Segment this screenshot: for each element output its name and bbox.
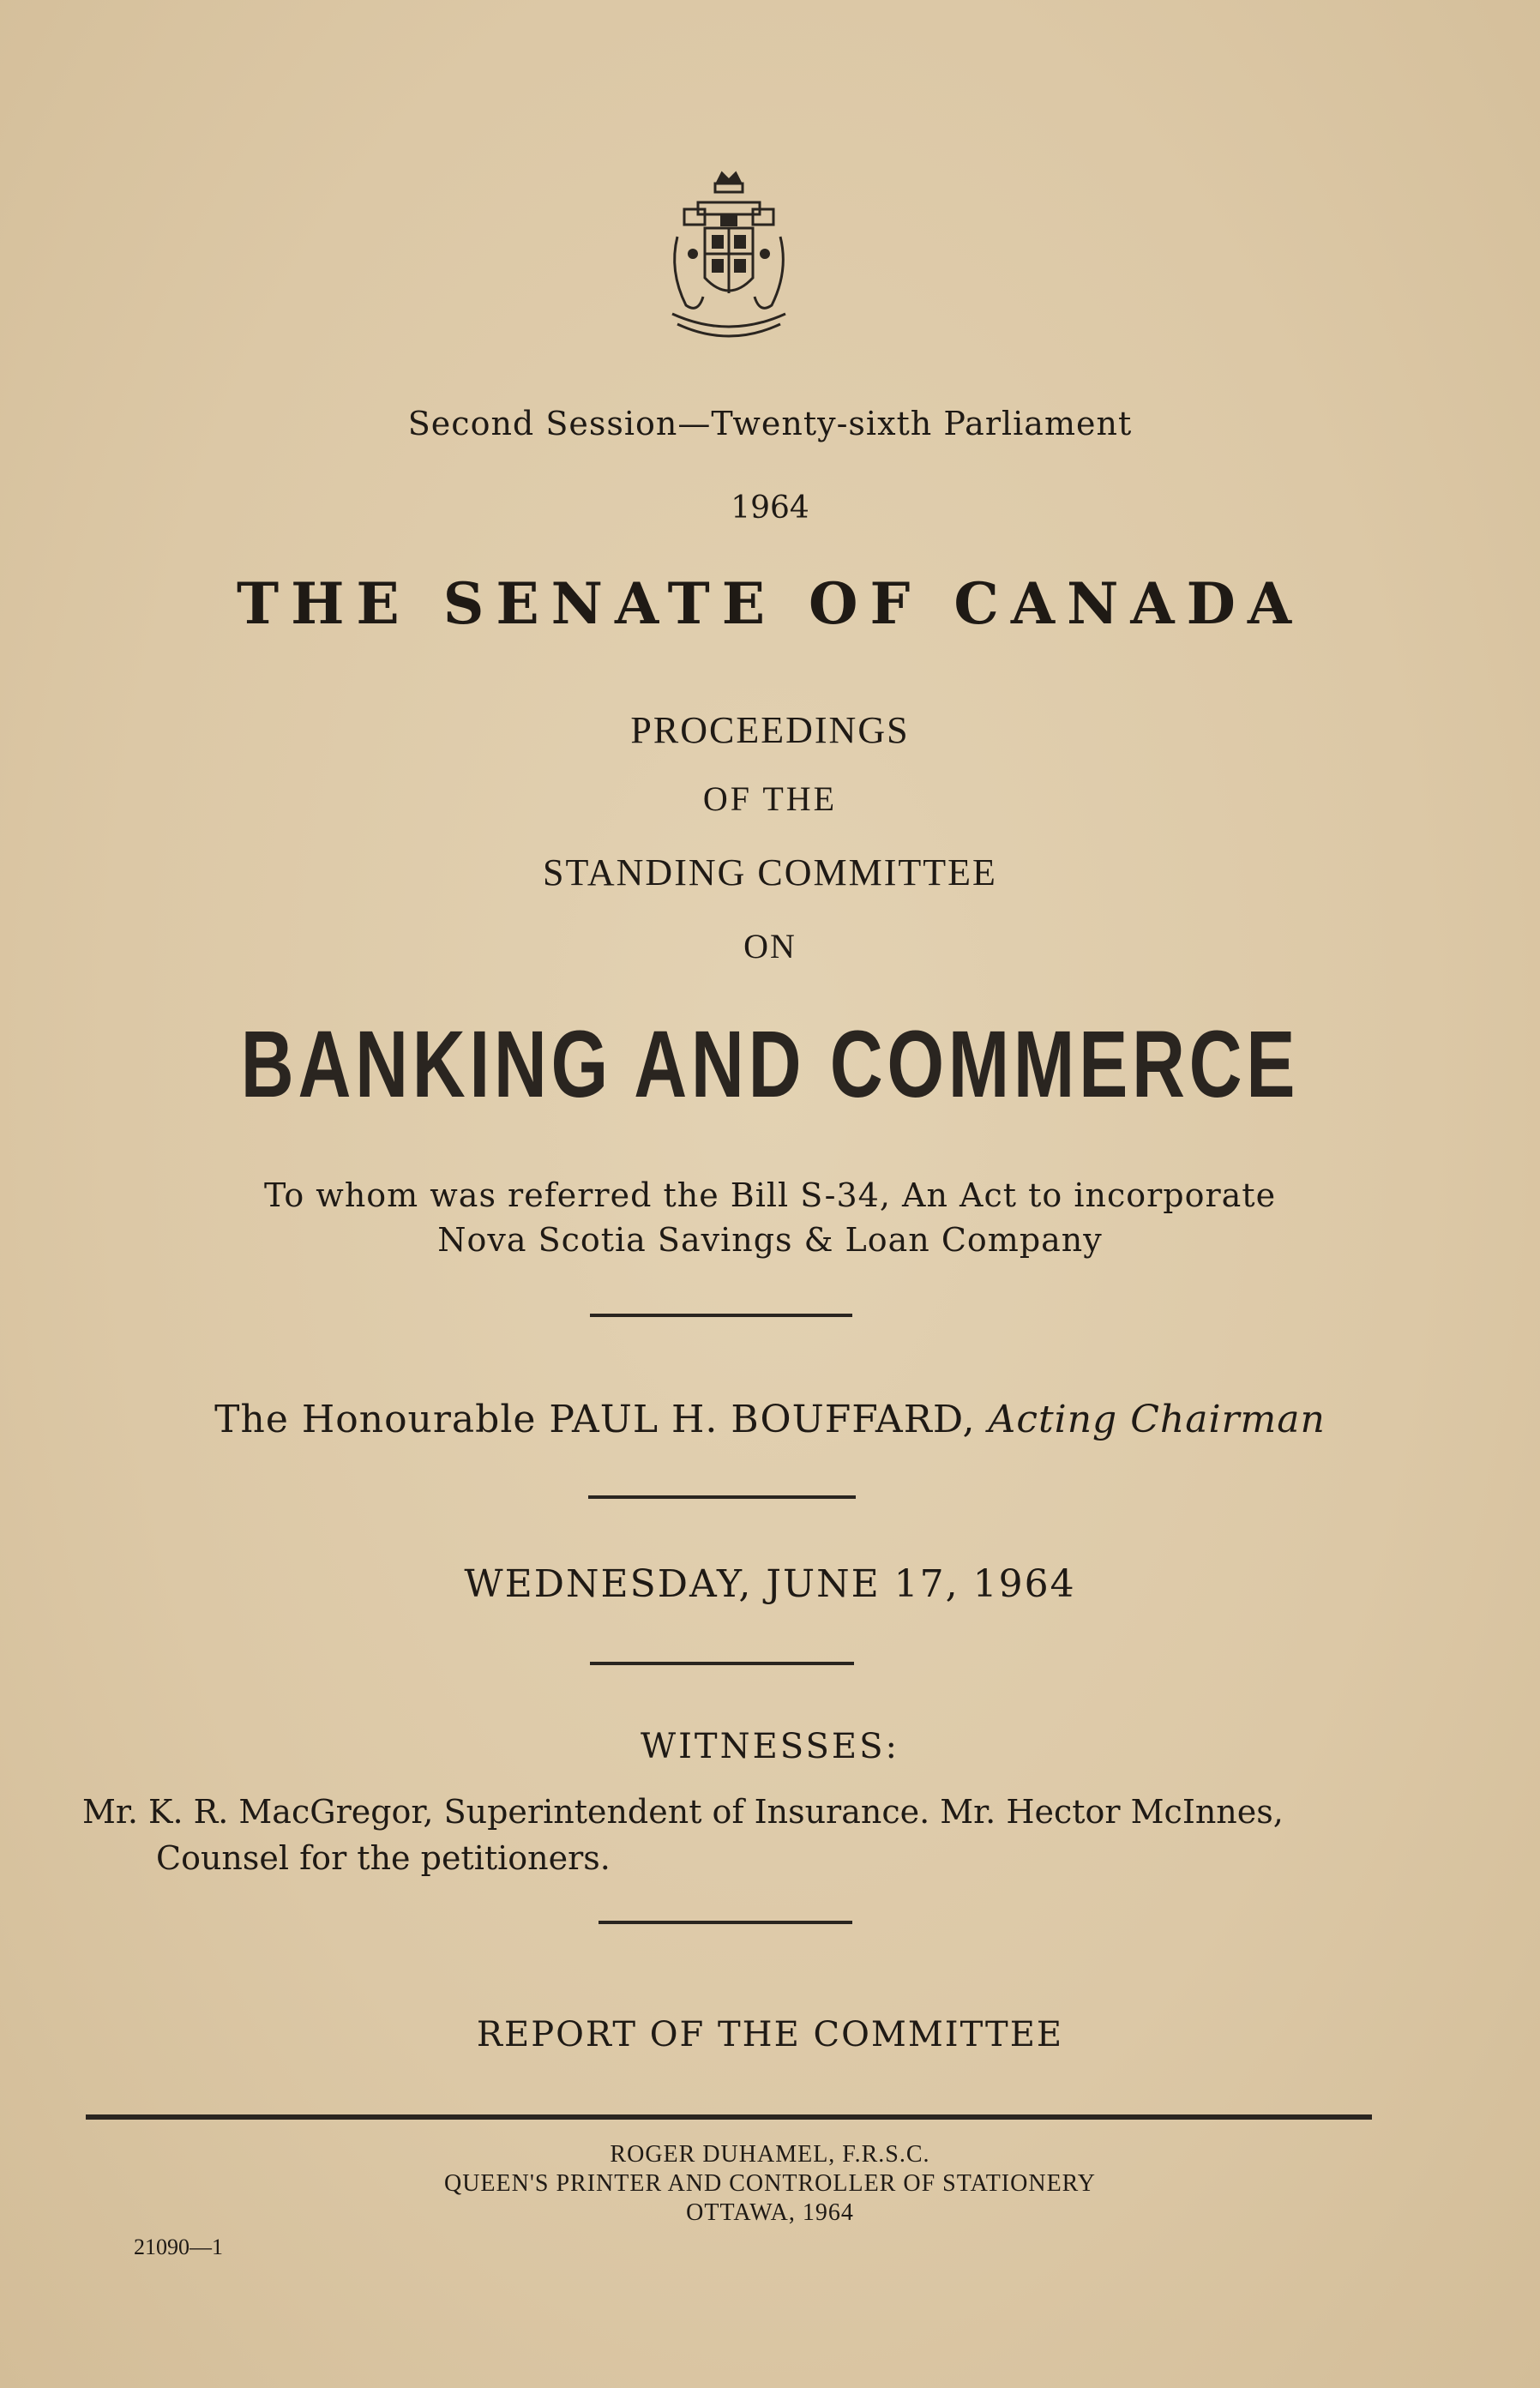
witnesses-list <box>82 1789 1386 1881</box>
standing-committee-heading: STANDING COMMITTEE <box>543 851 997 893</box>
institution-title: THE SENATE OF CANADA <box>236 570 1304 637</box>
of-the-heading: OF THE <box>702 779 838 818</box>
divider-rule-1 <box>590 1314 852 1317</box>
proceedings-heading: PROCEEDINGS <box>630 709 910 751</box>
divider-rule-2 <box>588 1495 856 1499</box>
imprint-rule <box>86 2114 1372 2120</box>
divider-rule-4 <box>599 1921 852 1924</box>
coat-of-arms-icon <box>660 168 797 348</box>
committee-name: BANKING AND COMMERCE <box>240 1012 1300 1117</box>
chairman-title: Acting Chairman <box>988 1398 1326 1441</box>
imprint-place: OTTAWA, 1964 <box>686 2199 854 2226</box>
on-heading: ON <box>743 927 797 965</box>
meeting-date: WEDNESDAY, JUNE 17, 1964 <box>464 1562 1076 1606</box>
witnesses-line-1: Mr. K. R. MacGregor, Superintendent of Insurance. Mr. Hector McInnes, <box>82 1793 1284 1831</box>
referral-line-2: Nova Scotia Savings & Loan Company <box>437 1221 1103 1259</box>
witnesses-line-2: Counsel for the petitioners. <box>156 1839 611 1877</box>
year: 1964 <box>731 490 809 526</box>
chairman-line <box>0 1398 1540 1441</box>
witnesses-heading: WITNESSES: <box>641 1727 899 1766</box>
report-heading: REPORT OF THE COMMITTEE <box>476 2015 1064 2054</box>
divider-rule-3 <box>590 1662 854 1665</box>
document-number: 21090—1 <box>134 2235 223 2259</box>
chairman-name: The Honourable PAUL H. BOUFFARD, <box>214 1398 976 1441</box>
referral-line-1: To whom was referred the Bill S-34, An Act to incorporate <box>263 1176 1277 1214</box>
session-line: Second Session—Twenty-sixth Parliament <box>407 405 1133 442</box>
imprint-office: QUEEN'S PRINTER AND CONTROLLER OF STATIONERY <box>443 2170 1097 2197</box>
referral-text <box>0 1173 1540 1262</box>
imprint-printer: ROGER DUHAMEL, F.R.S.C. <box>610 2141 930 2168</box>
